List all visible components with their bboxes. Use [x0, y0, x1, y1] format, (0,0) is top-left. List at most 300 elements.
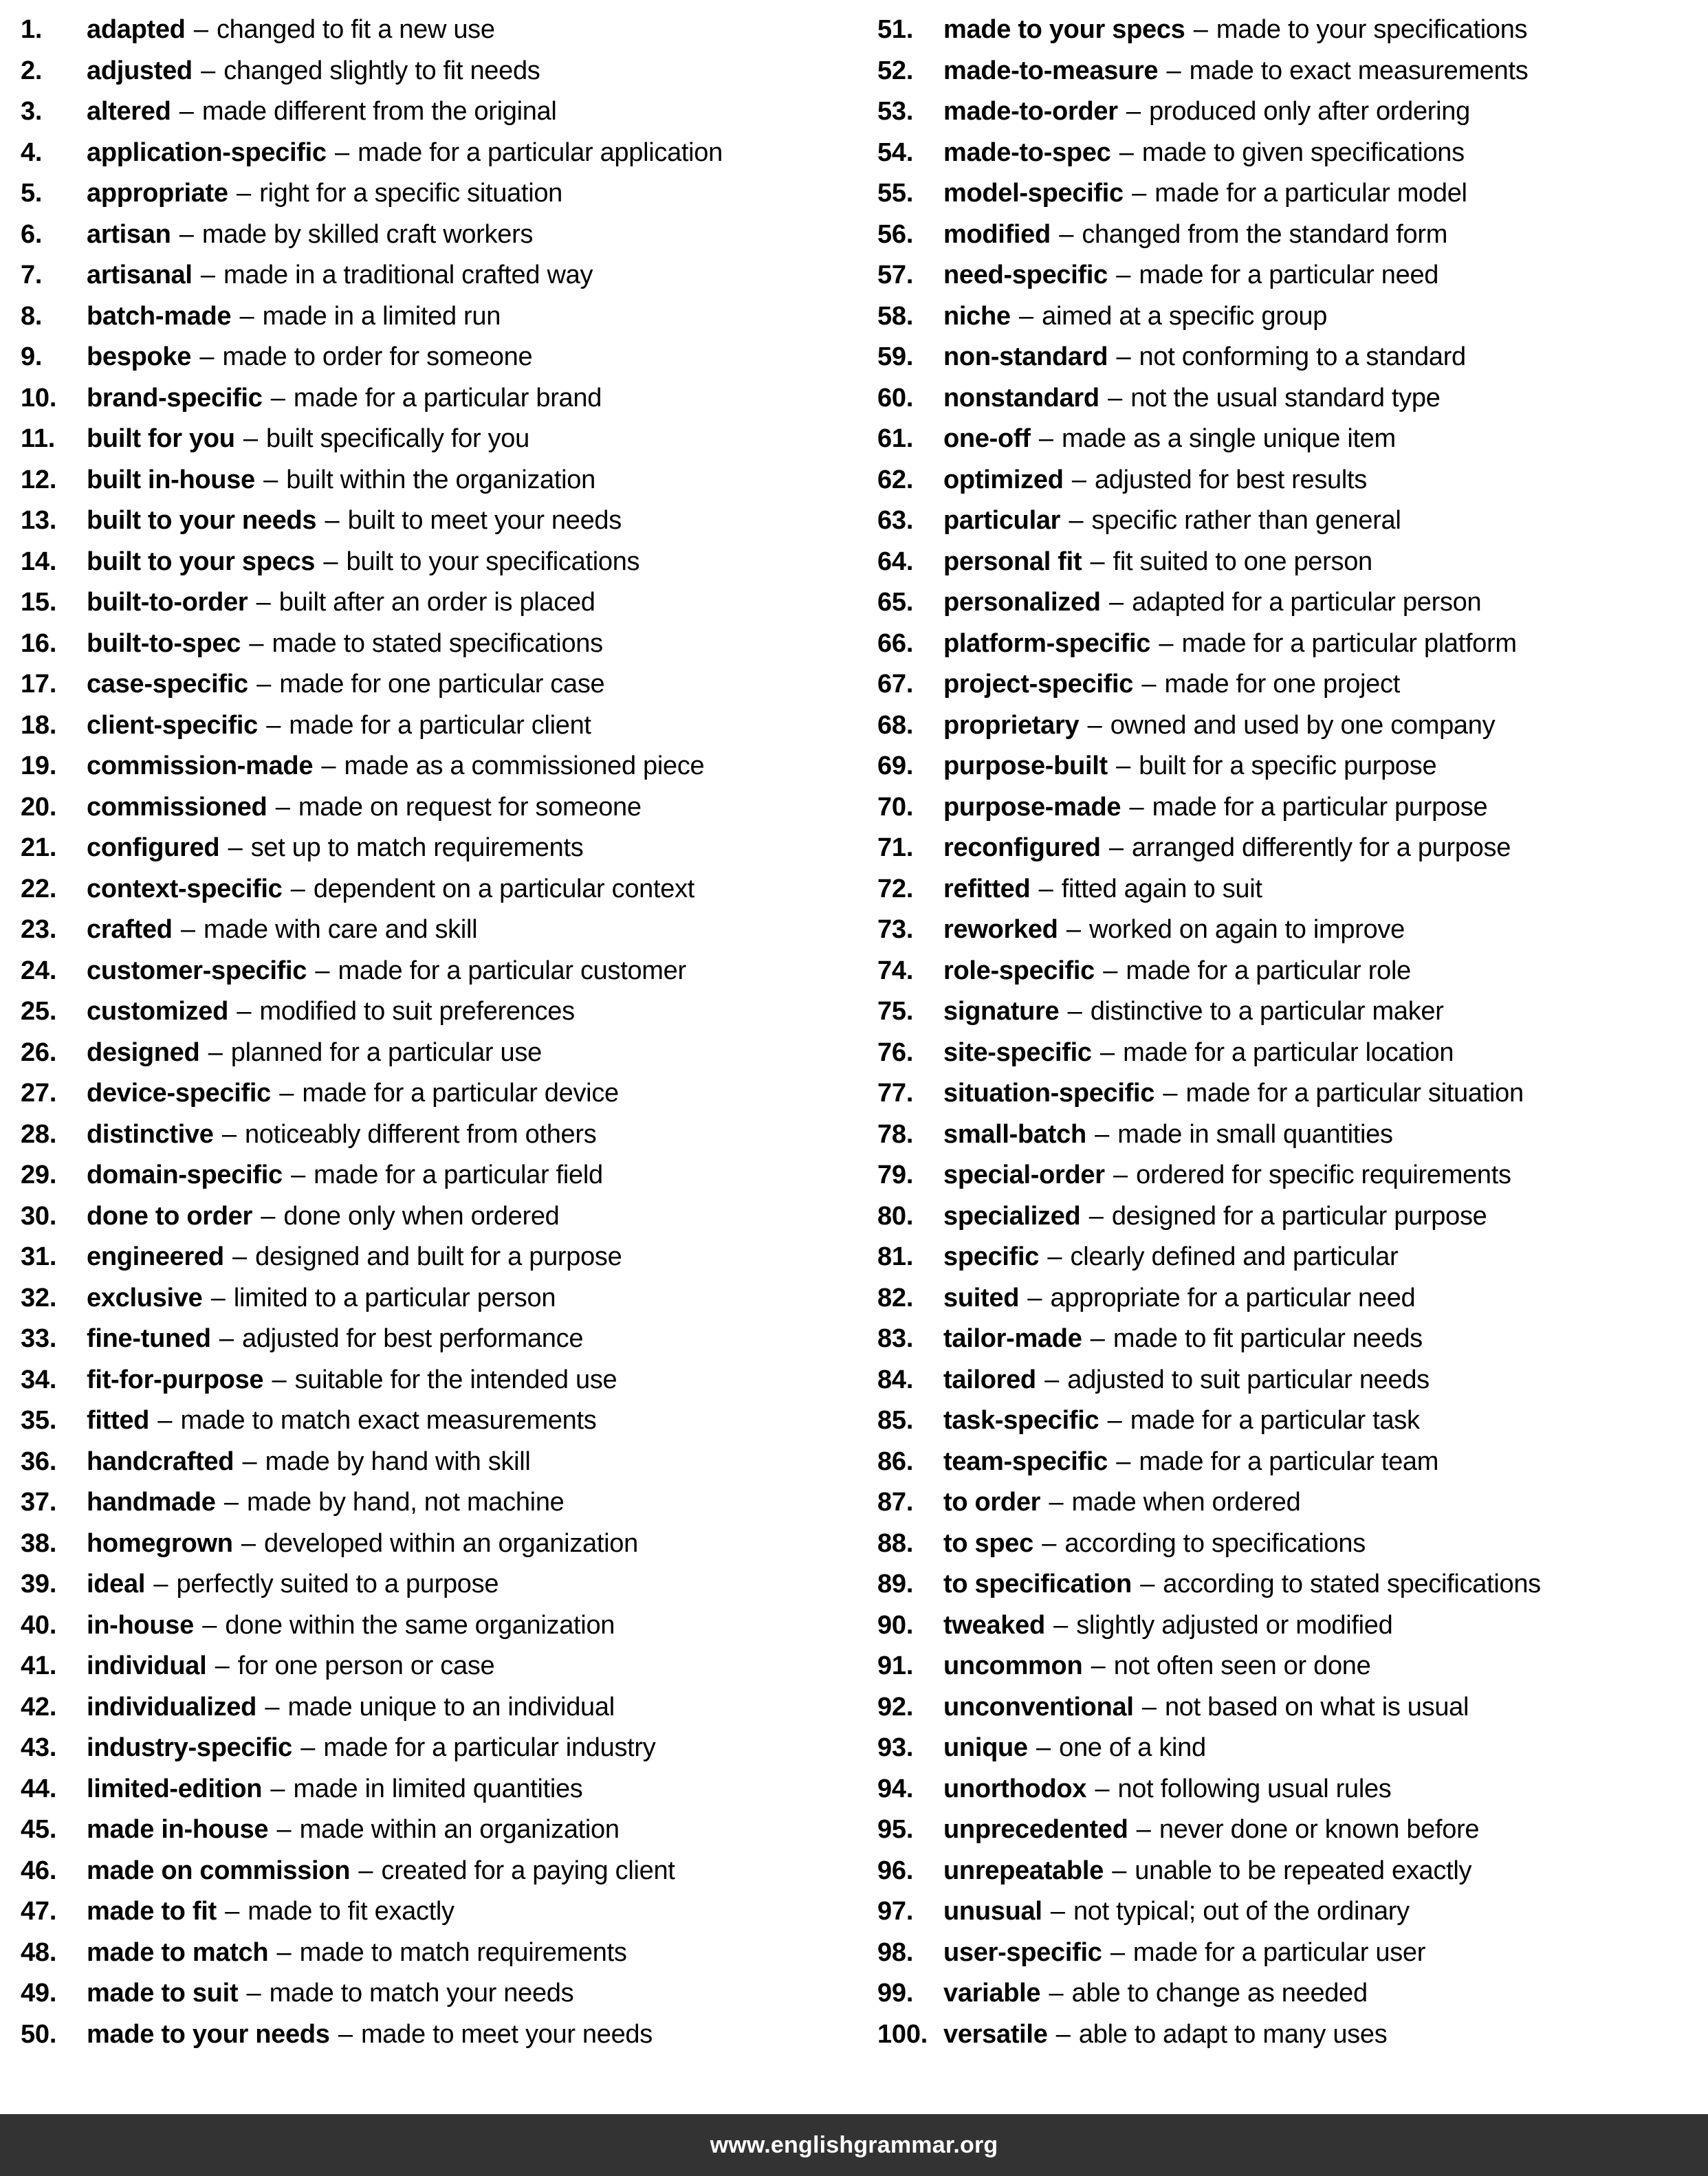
list-item-number: 14.: [21, 547, 57, 576]
list-item-definition: made for a particular model: [1154, 179, 1467, 208]
list-item-separator: –: [1193, 15, 1208, 44]
list-item: [877, 1400, 1708, 1442]
list-item-body: [943, 1237, 1398, 1278]
list-item-separator: –: [1100, 1037, 1115, 1067]
list-item-separator: –: [1126, 97, 1141, 126]
list-item-body: [943, 337, 1466, 378]
list-item-separator: –: [1050, 1897, 1065, 1926]
list-item-term: particular: [943, 506, 1061, 535]
list-item: [877, 991, 1708, 1033]
list-item-term: to specification: [943, 1570, 1132, 1598]
two-column-list: [0, 10, 1708, 2107]
list-item-separator: –: [180, 915, 195, 944]
list-item-separator: –: [1108, 383, 1122, 413]
list-item-body: [87, 1442, 531, 1483]
list-item-definition: made to given specifications: [1141, 138, 1465, 167]
list-item-number: 91.: [877, 1651, 914, 1680]
list-item-definition: not typical; out of the ordinary: [1073, 1897, 1410, 1926]
list-item-number: 7.: [21, 261, 43, 289]
list-item-term: specialized: [943, 1201, 1081, 1231]
list-item-number: 56.: [877, 219, 914, 249]
list-item-definition: set up to match requirements: [250, 833, 584, 862]
list-item-term: purpose-made: [943, 792, 1121, 822]
list-item-term: context-specific: [87, 874, 283, 903]
list-item-term: made-to-order: [943, 97, 1118, 126]
list-item-number: 64.: [877, 547, 914, 576]
list-item-definition: done only when ordered: [283, 1201, 560, 1231]
list-item-definition: made to match requirements: [299, 1937, 627, 1967]
list-item-definition: made for a particular brand: [293, 383, 602, 413]
list-item-definition: clearly defined and particular: [1070, 1242, 1399, 1271]
list-item-separator: –: [208, 1037, 223, 1067]
list-item-separator: –: [1069, 506, 1084, 535]
list-item-number: 38.: [21, 1528, 57, 1558]
list-item-separator: –: [1116, 1447, 1131, 1476]
list-item-number: 78.: [877, 1119, 914, 1149]
list-item-definition: built for a specific purpose: [1139, 751, 1437, 780]
list-item-definition: made to order for someone: [222, 342, 533, 371]
list-item-definition: made within an organization: [299, 1815, 620, 1844]
list-item-separator: –: [1066, 915, 1081, 944]
list-item-number: 40.: [21, 1610, 57, 1640]
list-item-term: engineered: [87, 1242, 224, 1271]
list-item-definition: planned for a particular use: [230, 1037, 542, 1067]
list-item-number: 86.: [877, 1447, 914, 1476]
list-item: [877, 1605, 1708, 1647]
list-item-term: made-to-spec: [943, 138, 1111, 167]
list-item-number: 1.: [21, 15, 43, 44]
list-item-term: built for you: [87, 424, 235, 453]
list-item-term: personal fit: [943, 547, 1082, 576]
list-item-term: commissioned: [87, 792, 267, 822]
list-item-term: made in-house: [87, 1815, 269, 1844]
list-item-separator: –: [263, 465, 278, 494]
list-item-number: 9.: [21, 342, 43, 371]
list-item-separator: –: [221, 1119, 237, 1149]
list-item-separator: –: [291, 1161, 305, 1189]
list-item-definition: built within the organization: [286, 465, 595, 494]
list-item-term: situation-specific: [943, 1079, 1155, 1108]
list-item-number: 26.: [21, 1037, 57, 1067]
list-item: [877, 1687, 1708, 1728]
list-item-definition: made for a particular situation: [1185, 1079, 1524, 1108]
list-item-separator: –: [1036, 1733, 1051, 1762]
list-item-separator: –: [1042, 1528, 1057, 1558]
list-item-body: [87, 378, 602, 419]
list-item-number: 19.: [21, 751, 57, 780]
list-item-term: uncommon: [943, 1651, 1083, 1680]
list-item-term: platform-specific: [943, 628, 1151, 658]
list-item-separator: –: [1044, 1365, 1059, 1394]
list-item-number: 37.: [21, 1488, 57, 1517]
list-item-number: 15.: [21, 588, 57, 617]
list-item-separator: –: [201, 56, 215, 85]
list-item-term: customized: [87, 997, 229, 1026]
list-item-definition: arranged differently for a purpose: [1132, 833, 1511, 862]
list-item-number: 12.: [21, 465, 57, 494]
list-item-separator: –: [1107, 1406, 1122, 1435]
list-item-body: [943, 51, 1528, 92]
list-item: [877, 664, 1708, 705]
list-item-body: [87, 1319, 583, 1360]
list-item: [21, 1687, 868, 1728]
list-item-body: [943, 133, 1465, 174]
list-item-number: 94.: [877, 1774, 914, 1803]
list-item: [877, 1196, 1708, 1238]
list-item-term: configured: [87, 833, 220, 862]
list-item: [21, 951, 868, 992]
list-item-term: exclusive: [87, 1283, 203, 1312]
list-item-body: [87, 869, 694, 910]
list-item-definition: not following usual rules: [1117, 1774, 1392, 1803]
list-item-term: fitted: [87, 1406, 150, 1435]
list-item-definition: made different from the original: [201, 97, 557, 126]
list-item-definition: built to your specifications: [346, 547, 640, 576]
list-item-separator: –: [1108, 833, 1124, 862]
list-item-number: 48.: [21, 1937, 57, 1967]
list-item-definition: made with care and skill: [204, 915, 478, 944]
list-item: [877, 1033, 1708, 1074]
list-item-definition: for one person or case: [237, 1651, 495, 1680]
list-item: [877, 10, 1708, 51]
list-item-separator: –: [199, 342, 215, 371]
list-item-number: 43.: [21, 1733, 57, 1762]
list-item-body: [943, 1033, 1454, 1074]
list-item-definition: suitable for the intended use: [294, 1365, 617, 1394]
list-item-body: [87, 828, 583, 869]
list-item-body: [943, 828, 1511, 869]
list-item-body: [87, 910, 477, 951]
list-item-number: 13.: [21, 506, 57, 535]
list-item-term: project-specific: [943, 670, 1134, 699]
list-item-number: 39.: [21, 1570, 57, 1598]
list-item-definition: not the usual standard type: [1130, 383, 1441, 413]
list-item-definition: made for a particular industry: [323, 1733, 656, 1762]
list-item-body: [943, 2014, 1387, 2056]
list-item-definition: never done or known before: [1159, 1815, 1480, 1844]
list-item-number: 30.: [21, 1201, 57, 1231]
list-item-term: unconventional: [943, 1692, 1134, 1722]
list-item-definition: produced only after ordering: [1149, 97, 1470, 126]
list-item-body: [87, 1073, 619, 1114]
list-item-term: versatile: [943, 2019, 1048, 2049]
list-item: [877, 1851, 1708, 1892]
list-item-body: [943, 215, 1447, 256]
list-item-separator: –: [237, 179, 251, 208]
list-item-body: [87, 1114, 596, 1156]
list-item-definition: made for one project: [1164, 670, 1400, 699]
list-item-term: specific: [943, 1242, 1040, 1271]
list-item-definition: distinctive to a particular maker: [1090, 997, 1444, 1026]
list-item-term: unrepeatable: [943, 1856, 1104, 1885]
list-item-term: appropriate: [87, 179, 228, 208]
list-item-number: 63.: [877, 506, 914, 535]
list-item-term: one-off: [943, 424, 1031, 453]
list-item-number: 2.: [21, 56, 43, 85]
list-item-number: 25.: [21, 997, 57, 1026]
list-item: [21, 1360, 868, 1401]
list-item-body: [943, 296, 1327, 338]
list-item-body: [943, 1319, 1423, 1360]
list-item: [877, 624, 1708, 665]
list-item-body: [943, 787, 1487, 828]
list-item-term: built to your needs: [87, 506, 317, 535]
list-item-number: 66.: [877, 628, 914, 658]
list-item-number: 20.: [21, 792, 57, 822]
list-item-separator: –: [1110, 1937, 1125, 1967]
list-item-separator: –: [1027, 1283, 1042, 1312]
list-item: [877, 2014, 1708, 2056]
list-item-number: 89.: [877, 1570, 914, 1598]
list-item-term: unusual: [943, 1897, 1042, 1926]
list-item-definition: ordered for specific requirements: [1136, 1161, 1511, 1189]
list-item-number: 18.: [21, 710, 57, 740]
list-item: [21, 1769, 868, 1810]
list-item-definition: made for a particular field: [314, 1161, 603, 1189]
list-item: [877, 378, 1708, 419]
list-item-number: 50.: [21, 2019, 57, 2049]
list-item-number: 65.: [877, 588, 914, 617]
list-item-term: suited: [943, 1283, 1020, 1312]
list-item-body: [87, 624, 603, 665]
list-item-number: 51.: [877, 15, 914, 44]
list-item: [877, 460, 1708, 501]
list-item-number: 72.: [877, 874, 914, 903]
list-item-separator: –: [1087, 710, 1102, 740]
list-item-separator: –: [1113, 1161, 1128, 1189]
list-item-separator: –: [219, 1324, 234, 1353]
list-item-term: to order: [943, 1488, 1041, 1517]
list-item-separator: –: [1038, 424, 1053, 453]
list-item-definition: one of a kind: [1059, 1733, 1206, 1762]
list-item-number: 80.: [877, 1201, 914, 1231]
list-item: [21, 1933, 868, 1974]
list-item-definition: according to stated specifications: [1163, 1570, 1541, 1598]
list-item-separator: –: [290, 874, 305, 903]
list-item-separator: –: [223, 1488, 239, 1517]
list-item-body: [943, 705, 1495, 747]
list-item: [21, 91, 868, 133]
list-item-number: 90.: [877, 1610, 914, 1640]
list-item-term: built to your specs: [87, 547, 316, 576]
list-item: [877, 255, 1708, 296]
list-item-number: 32.: [21, 1283, 57, 1312]
list-item-term: altered: [87, 97, 171, 126]
list-item-body: [87, 501, 622, 542]
list-item-number: 85.: [877, 1406, 914, 1435]
list-item-definition: made in small quantities: [1117, 1119, 1393, 1149]
list-item-separator: –: [266, 710, 281, 740]
list-item: [877, 869, 1708, 910]
list-item-number: 76.: [877, 1037, 914, 1067]
list-item-number: 88.: [877, 1528, 914, 1558]
list-item: [21, 1319, 868, 1360]
list-item-separator: –: [358, 1856, 373, 1885]
list-item-number: 69.: [877, 751, 914, 780]
list-item-number: 29.: [21, 1161, 57, 1189]
list-item-separator: –: [1059, 219, 1074, 249]
list-item-body: [87, 951, 686, 992]
list-item: [21, 910, 868, 951]
list-item-body: [943, 173, 1467, 215]
list-item-term: made to fit: [87, 1897, 217, 1926]
list-item: [877, 173, 1708, 215]
list-item-number: 60.: [877, 383, 914, 413]
list-item: [877, 296, 1708, 338]
list-item: [21, 1114, 868, 1156]
list-item-separator: –: [335, 138, 349, 167]
list-item-definition: made in a limited run: [262, 301, 501, 331]
list-item-definition: made for a particular user: [1132, 1937, 1426, 1967]
list-item-separator: –: [1019, 301, 1033, 331]
list-item-body: [87, 1482, 565, 1524]
list-item-number: 31.: [21, 1242, 57, 1271]
list-item-definition: made for a particular device: [302, 1079, 619, 1108]
list-item-term: handcrafted: [87, 1447, 234, 1476]
list-item-term: made on commission: [87, 1856, 351, 1885]
list-item-separator: –: [1116, 261, 1131, 289]
list-item-term: distinctive: [87, 1119, 214, 1149]
list-item: [21, 255, 868, 296]
list-item-separator: –: [325, 506, 340, 535]
list-item-number: 67.: [877, 670, 914, 699]
list-item-number: 34.: [21, 1365, 57, 1394]
list-item-number: 21.: [21, 833, 57, 862]
list-item-number: 49.: [21, 1979, 57, 2008]
list-item-number: 79.: [877, 1161, 914, 1189]
list-item-number: 45.: [21, 1815, 57, 1844]
list-item-number: 61.: [877, 424, 914, 453]
list-item-separator: –: [1071, 465, 1086, 494]
list-item-number: 55.: [877, 179, 914, 208]
list-item-number: 71.: [877, 833, 914, 862]
list-item-term: fit-for-purpose: [87, 1365, 264, 1394]
list-item-separator: –: [228, 833, 243, 862]
list-item-body: [87, 1933, 627, 1974]
list-item-number: 83.: [877, 1324, 914, 1353]
list-item-definition: designed for a particular purpose: [1111, 1201, 1487, 1231]
list-item-definition: modified to suit preferences: [259, 997, 575, 1026]
list-item-separator: –: [237, 997, 252, 1026]
list-item-separator: –: [1055, 2019, 1071, 2049]
list-item-definition: aimed at a specific group: [1042, 301, 1328, 331]
list-item: [877, 1769, 1708, 1810]
list-item-separator: –: [239, 301, 254, 331]
list-item-term: user-specific: [943, 1937, 1102, 1967]
list-item-body: [87, 133, 723, 174]
list-item-separator: –: [315, 956, 330, 985]
list-item-separator: –: [256, 670, 271, 699]
list-item-separator: –: [1095, 1119, 1109, 1149]
list-item: [877, 951, 1708, 992]
list-item-separator: –: [215, 1651, 230, 1680]
list-item-definition: made for a particular purpose: [1152, 792, 1488, 822]
list-item-number: 77.: [877, 1079, 914, 1108]
list-item-term: signature: [943, 997, 1060, 1026]
list-item-term: ideal: [87, 1570, 146, 1598]
list-item: [21, 1851, 868, 1892]
list-item-definition: noticeably different from others: [245, 1119, 597, 1149]
list-item-number: 47.: [21, 1897, 57, 1926]
list-item-term: crafted: [87, 915, 173, 944]
list-item-term: fine-tuned: [87, 1324, 211, 1353]
list-item-body: [87, 460, 595, 501]
list-item-body: [87, 1033, 542, 1074]
list-item-definition: made in a traditional crafted way: [223, 261, 593, 289]
list-item-term: made-to-measure: [943, 56, 1159, 85]
list-item: [877, 1524, 1708, 1565]
list-item-definition: made for a particular customer: [338, 956, 686, 985]
list-item: [21, 624, 868, 665]
list-item-term: handmade: [87, 1488, 216, 1517]
list-item-number: 57.: [877, 261, 914, 289]
list-item-term: to spec: [943, 1528, 1033, 1558]
list-item-number: 75.: [877, 997, 914, 1026]
list-item-separator: –: [1047, 1242, 1062, 1271]
list-item: [21, 542, 868, 583]
list-item-body: [943, 1605, 1392, 1647]
list-item-term: adjusted: [87, 56, 193, 85]
list-item-definition: designed and built for a purpose: [255, 1242, 622, 1271]
list-item-number: 53.: [877, 97, 914, 126]
list-item: [21, 1400, 868, 1442]
list-item-body: [943, 1196, 1487, 1238]
list-item-body: [87, 1564, 499, 1605]
list-item: [21, 1196, 868, 1238]
list-item-definition: made to fit exactly: [248, 1897, 455, 1926]
list-item-separator: –: [179, 97, 194, 126]
list-item-body: [943, 378, 1441, 419]
list-item: [21, 1605, 868, 1647]
list-item: [21, 869, 868, 910]
list-item-number: 44.: [21, 1774, 57, 1803]
list-item-body: [87, 10, 495, 51]
list-item-term: individualized: [87, 1692, 257, 1722]
list-item: [877, 1442, 1708, 1483]
list-item-number: 59.: [877, 342, 914, 371]
list-item-term: adapted: [87, 15, 186, 44]
list-item-separator: –: [1090, 547, 1105, 576]
list-item: [21, 1973, 868, 2014]
list-item-number: 11.: [21, 424, 56, 453]
list-item-definition: made by skilled craft workers: [201, 219, 534, 249]
list-item-separator: –: [246, 1979, 261, 2008]
list-item-body: [943, 1769, 1392, 1810]
footer-bar: [0, 2114, 1708, 2176]
list-item-number: 10.: [21, 383, 57, 413]
list-item-number: 41.: [21, 1651, 57, 1680]
list-item-definition: made to match your needs: [269, 1979, 574, 2008]
list-item-body: [943, 991, 1444, 1033]
list-item-body: [943, 542, 1372, 583]
list-item-separator: –: [232, 1242, 247, 1271]
list-item-body: [943, 1442, 1438, 1483]
list-item: [877, 828, 1708, 869]
list-item: [21, 1237, 868, 1278]
list-item-term: customer-specific: [87, 956, 307, 985]
list-item-number: 22.: [21, 874, 57, 903]
list-item-definition: fit suited to one person: [1113, 547, 1372, 576]
list-item-definition: made as a commissioned piece: [344, 751, 705, 780]
list-item-body: [943, 1278, 1415, 1319]
list-item-number: 36.: [21, 1447, 57, 1476]
list-item-term: in-house: [87, 1610, 194, 1640]
list-item: [21, 1033, 868, 1074]
list-item-separator: –: [1136, 1815, 1151, 1844]
list-item-definition: adapted for a particular person: [1132, 588, 1482, 617]
list-item: [21, 173, 868, 215]
list-item-body: [87, 337, 532, 378]
